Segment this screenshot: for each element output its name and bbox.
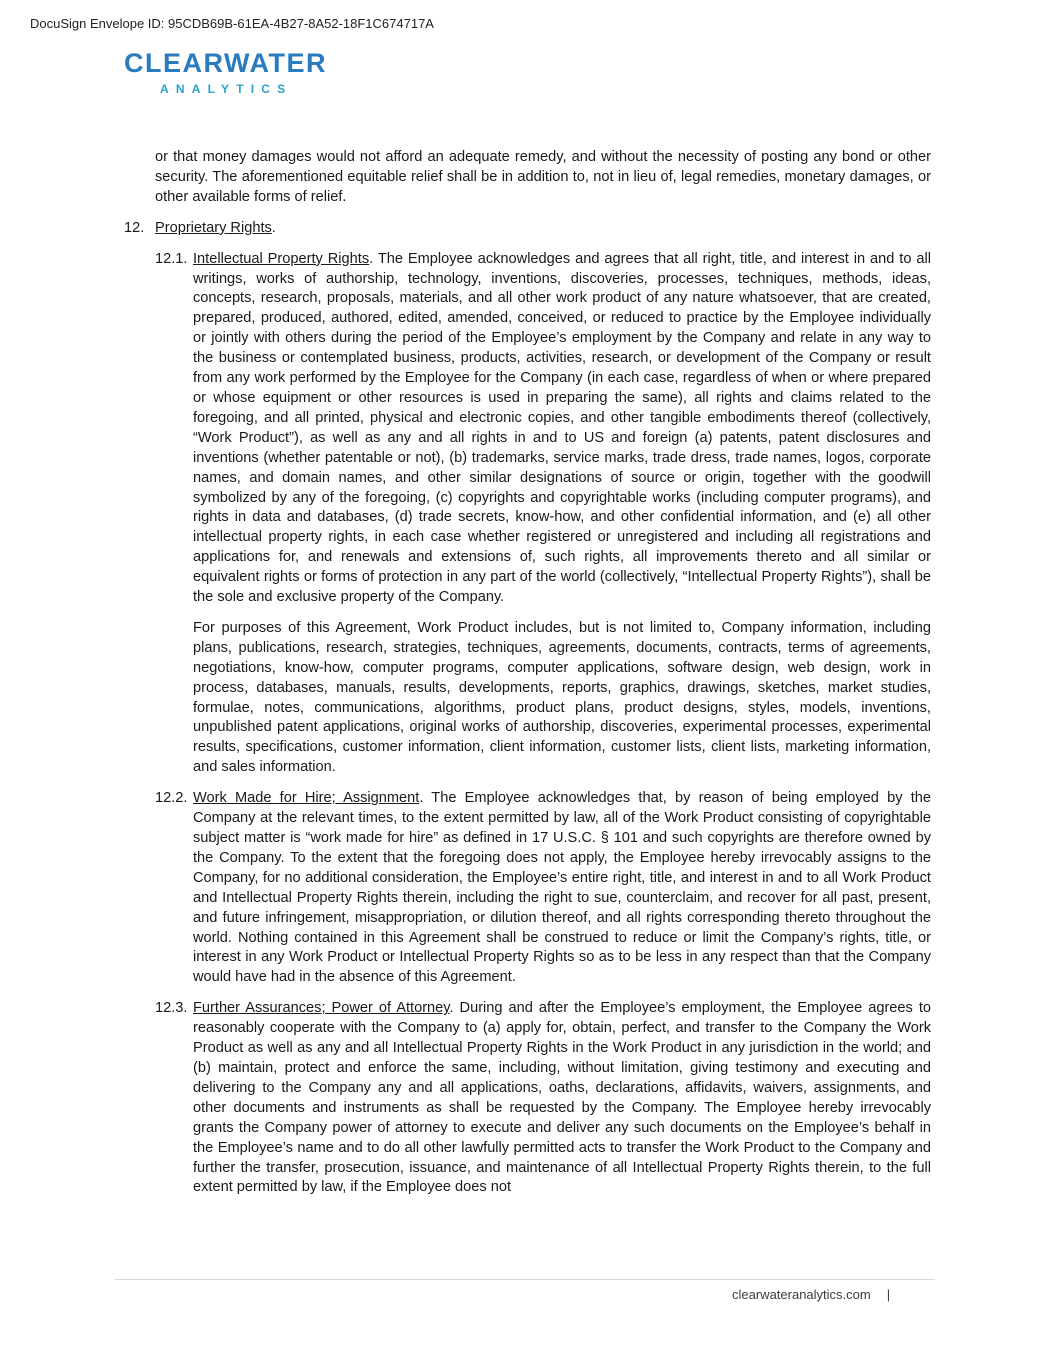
subsection-body: . The Employee acknowledges that, by reason of being employed by the Company at the relevant times, to the extent permitted by law, all of the Work Product consisting of copyrightable subject matter is “work made for hire” as defined in 17 U.S.C. § 101 and such copyrights are therefore owned by the Company. To the extent that the foregoing does not apply, the Employee hereby irrevocably assigns to the Company, for no additional consideration, the Employee’s entire right, title, and interest in and to all Work Product and Intellectual Property Rights therein, including the right to sue, counterclaim, and recover for all past, present, and future infringement, misappropriation, or dilution thereof, and all rights corresponding thereto throughout the world. Nothing contained in this Agreement shall be construed to reduce or limit the Company’s rights, title, or interest in any Work Product or Intellectual Property Rights so as to be less in any respect than that the Company would have had in the absence of this Agreement. (193, 790, 931, 986)
section-title-punct: . (271, 219, 276, 236)
page-footer (732, 1287, 890, 1302)
subsection-body: . During and after the Employee’s employment, the Employee agrees to reasonably cooperate with the Company to (a) apply for, obtain, perfect, and transfer to the Company the Work Product as well as any and all Intellectual Property Rights in the Work Product in any jurisdiction in the world; and (b) maintain, protect and enforce the same, including, without limitation, giving testimony and executing and delivering to the Company any and all applications, oaths, declarations, affidavits, waivers, assignments, and other documents and instruments as shall be requested by the Company. The Employee hereby irrevocably grants the Company power of attorney to execute and deliver any such documents on the Employee’s behalf in the Employee’s name and to do all other lawfully permitted acts to transfer the Work Product to the Company and further the transfer, prosecution, issuance, and maintenance of all Intellectual Property Rights therein, to the full extent permitted by law, if the Employee does not (193, 1000, 931, 1196)
subsection-12-1 (155, 250, 931, 608)
document-body (0, 148, 1055, 1198)
subsection-paragraph (193, 789, 931, 988)
subsection-paragraph (193, 999, 931, 1198)
company-logo (124, 48, 327, 96)
logo-wordmark: CLEARWATER (124, 48, 327, 78)
footer-website: clearwateranalytics.com (732, 1287, 871, 1302)
subsection-title: Work Made for Hire; Assignment (193, 790, 420, 807)
section-12-heading (124, 219, 1055, 239)
subsection-12-2 (155, 789, 931, 988)
subsection-12-3 (155, 999, 931, 1198)
docusign-envelope-id: DocuSign Envelope ID: 95CDB69B-61EA-4B27-8A52-18F1C674717A (30, 16, 434, 31)
subsection-12-1-paragraph-2: For purposes of this Agreement, Work Product includes, but is not limited to, Company information, including plans, publications, research, strategies, techniques, agreements, documents, contracts, terms of agreements, negotiations, know-how, computer programs, computer applications, software design, web design, work in process, databases, manuals, results, developments, reports, graphics, drawings, sketches, market studies, formulae, notes, communications, algorithms, product plans, product designs, styles, models, inventions, unpublished patent applications, original works of authorship, discoveries, experimental processes, experimental results, specifications, customer information, client information, customer lists, client lists, marketing information, and sales information. (193, 619, 931, 776)
footer-separator: | (886, 1287, 891, 1302)
section-number: 12. (124, 219, 145, 236)
footer-divider (115, 1279, 935, 1280)
subsection-paragraph (193, 250, 931, 608)
section-title: Proprietary Rights (155, 219, 272, 236)
logo-subtitle: ANALYTICS (160, 82, 293, 96)
subsection-title: Intellectual Property Rights (193, 250, 370, 267)
subsection-number: 12.2. (155, 790, 188, 807)
subsection-number: 12.3. (155, 1000, 188, 1017)
intro-paragraph: or that money damages would not afford an adequate remedy, and without the necessity of posting any bond or other security. The aforementioned equitable relief shall be in addition to, not in lieu of, legal remedies, monetary damages, or other available forms of relief. (155, 149, 931, 205)
subsection-title: Further Assurances; Power of Attorney (193, 1000, 450, 1017)
subsection-body: . The Employee acknowledges and agrees that all right, title, and interest in and to all writings, works of authorship, technology, inventions, discoveries, processes, techniques, methods, ideas, concepts, research, proposals, materials, and all other work product of any nature whatsoever, that are created, prepared, produced, authored, edited, amended, conceived, or reduced to practice by the Employee individually or jointly with others during the period of the Employee’s employment by the Company and relate in any way to the business or contemplated business, products, activities, research, or development of the Company or result from any work performed by the Employee for the Company (in each case, regardless of when or where prepared or whose equipment or other resources is used in preparing the same), all rights and claims related to the foregoing, and all printed, physical and electronic copies, and other tangible embodiments thereof (collectively, “Work Product”), as well as any and all rights in and to US and foreign (a) patents, patent disclosures and inventions (whether patentable or not), (b) trademarks, service marks, trade dress, trade names, logos, corporate names, and domain names, and other similar designations of source or origin, together with the goodwill symbolized by any of the foregoing, (c) copyrights and copyrightable works (including computer programs), and rights in data and databases, (d) trade secrets, know-how, and other confidential information, and (e) all other intellectual property rights, in each case whether registered or unregistered and including all registrations and applications for, and renewals and extensions of, such rights, all improvements thereto and all similar or equivalent rights or forms of protection in any part of the world (collectively, “Intellectual Property Rights”), shall be the sole and exclusive property of the Company. (193, 250, 931, 606)
subsection-number: 12.1. (155, 250, 188, 267)
